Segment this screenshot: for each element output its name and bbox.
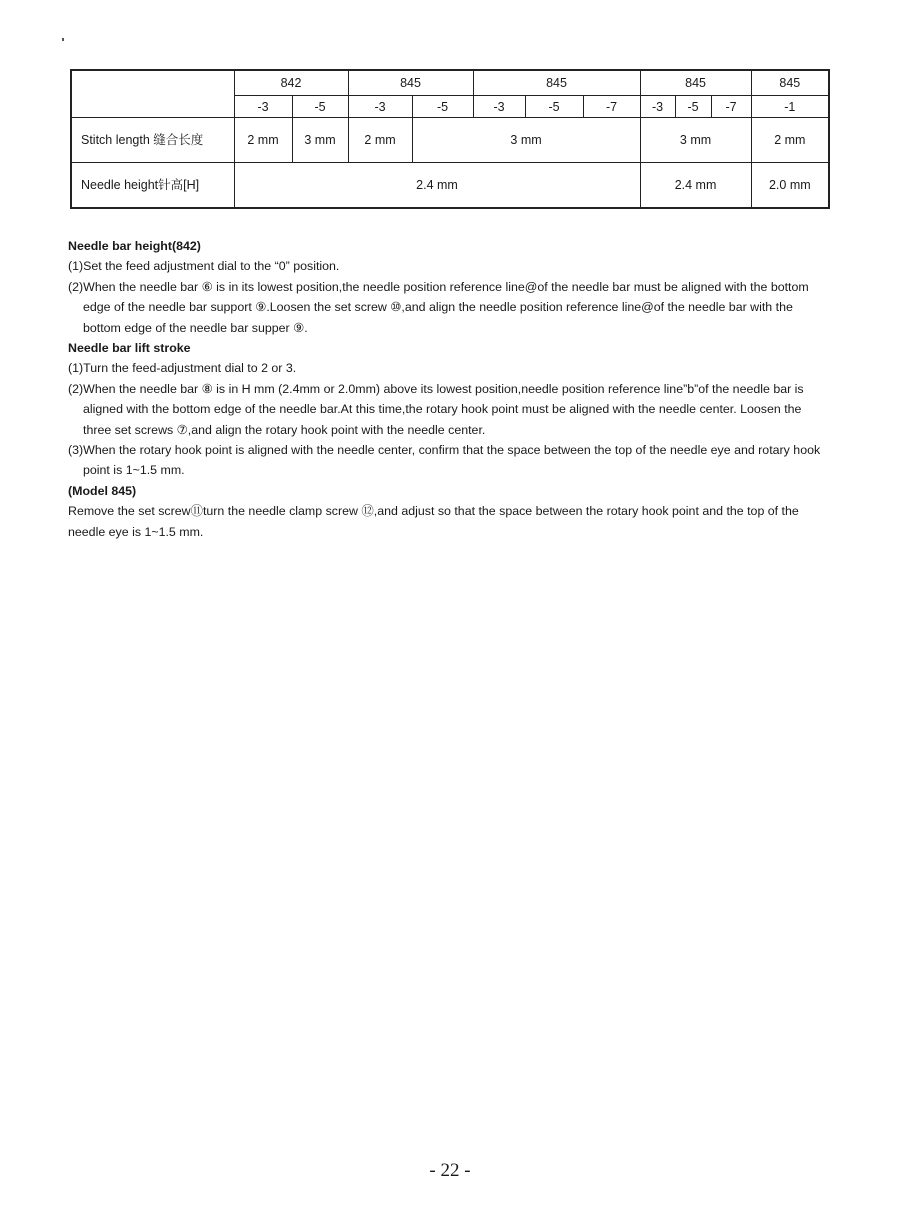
stitch-length-value: 2 mm xyxy=(751,118,829,163)
variant-header: -7 xyxy=(711,96,751,118)
variant-header: -3 xyxy=(348,96,412,118)
stitch-length-value: 3 mm xyxy=(412,118,640,163)
model-header: 845 xyxy=(473,70,640,96)
model-header: 845 xyxy=(348,70,473,96)
variant-header: -7 xyxy=(583,96,640,118)
instruction-paragraph: Remove the set screw⑪turn the needle clamp screw ⑫,and adjust so that the space between the rotary hook point and the top of the needle eye is 1~1.5 mm. xyxy=(68,504,799,539)
variant-header: -3 xyxy=(640,96,675,118)
corner-cell xyxy=(71,70,234,118)
instruction-step: (2)When the needle bar ⑥ is in its lowest position,the needle position reference line@of the needle bar must be aligned with the bottom edge of the needle bar support ⑨.Loosen the set screw ⑩,and align the needle position reference line@of the needle bar with the bottom edge of the needle bar supper ⑨. xyxy=(68,279,809,335)
model-header-row xyxy=(71,70,829,96)
stitch-length-value: 2 mm xyxy=(348,118,412,163)
section-heading: Needle bar height(842) xyxy=(68,239,201,253)
scan-speck xyxy=(62,38,64,41)
stitch-length-label: Stitch length 缝合长度 xyxy=(71,118,234,163)
section-heading: Needle bar lift stroke xyxy=(68,341,191,356)
spec-table xyxy=(70,69,830,209)
stitch-length-value: 3 mm xyxy=(640,118,751,163)
instruction-step: (3)When the rotary hook point is aligned with the needle center, confirm that the space between the top of the needle eye and rotary hook point is 1~1.5 mm. xyxy=(68,443,821,478)
needle-height-value: 2.4 mm xyxy=(640,163,751,209)
stitch-length-row xyxy=(71,118,829,163)
needle-height-value: 2.0 mm xyxy=(751,163,829,209)
stitch-length-value: 3 mm xyxy=(292,118,348,163)
model-header: 842 xyxy=(234,70,348,96)
variant-header: -3 xyxy=(473,96,525,118)
needle-height-row xyxy=(71,163,829,209)
model-header: 845 xyxy=(751,70,829,96)
instruction-step: (1)Set the feed adjustment dial to the “0” position. xyxy=(68,259,340,274)
variant-header: -3 xyxy=(234,96,292,118)
section-heading: (Model 845) xyxy=(68,483,137,498)
page-number: - 22 - xyxy=(429,1160,471,1181)
needle-height-value: 2.4 mm xyxy=(234,163,640,209)
stitch-length-value: 2 mm xyxy=(234,118,292,163)
instruction-step: (2)When the needle bar ⑧ is in H mm (2.4mm or 2.0mm) above its lowest position,needle position reference line”b”of the needle bar is aligned with the bottom edge of the needle bar.At this time,the rotary hook point must be aligned with the needle center. Loosen the three set screws ⑦,and align the rotary hook point with the needle center. xyxy=(68,381,804,437)
variant-header: -5 xyxy=(675,96,711,118)
variant-header: -5 xyxy=(292,96,348,118)
instruction-step: (1)Turn the feed-adjustment dial to 2 or 3. xyxy=(68,361,297,376)
variant-header: -5 xyxy=(412,96,473,118)
variant-header: -1 xyxy=(751,96,829,118)
instructions xyxy=(68,236,833,542)
needle-height-label: Needle height针高[H] xyxy=(71,163,234,209)
model-header: 845 xyxy=(640,70,751,96)
variant-header: -5 xyxy=(525,96,583,118)
